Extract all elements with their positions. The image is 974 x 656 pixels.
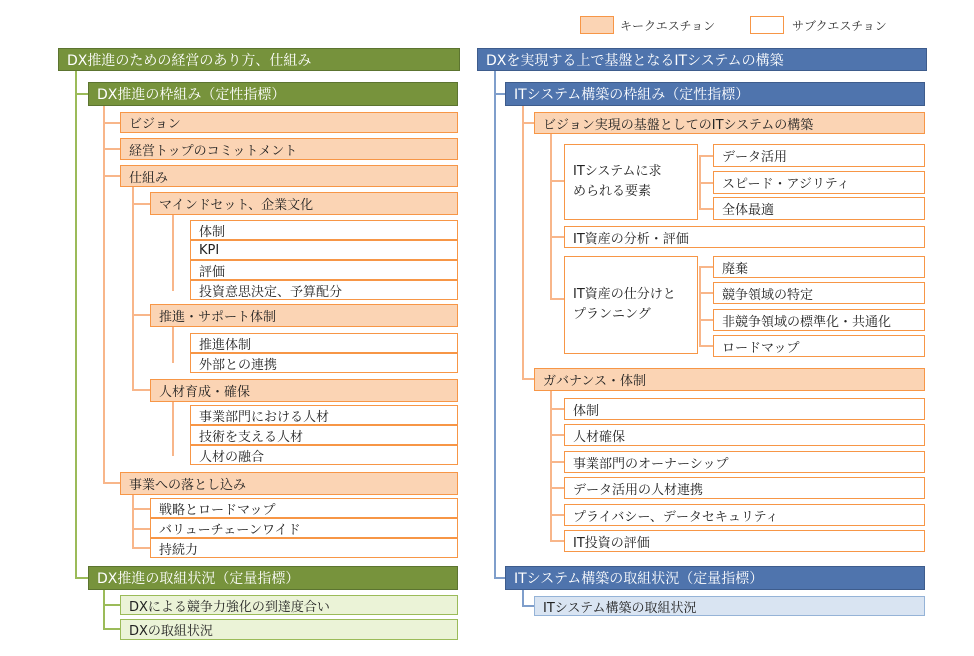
connector [132, 528, 150, 530]
right-section-quantitative: ITシステム構築の取組状況（定量指標） [505, 566, 925, 590]
right-req-item: 全体最適 [713, 197, 925, 220]
right-root: DXを実現する上で基盤となるITシステムの構築 [477, 48, 927, 71]
left-quant-item: DXによる競争力強化の到達度合い [120, 595, 458, 615]
left-jinzai: 人材育成・確保 [150, 379, 458, 402]
connector [522, 378, 534, 380]
connector [132, 314, 150, 316]
right-sort-item: 競争領域の特定 [713, 282, 925, 304]
right-sort-item: ロードマップ [713, 335, 925, 357]
connector [550, 540, 564, 542]
left-mindset: マインドセット、企業文化 [150, 192, 458, 215]
right-gov-item: データ活用の人材連携 [564, 477, 925, 499]
right-section-qualitative: ITシステム構築の枠組み（定性指標） [505, 82, 925, 106]
connector [75, 577, 88, 579]
connector [132, 508, 150, 510]
connector [103, 482, 120, 484]
connector [75, 70, 77, 578]
connector [132, 494, 134, 548]
connector [172, 214, 174, 291]
left-mindset-item: 体制 [190, 220, 458, 240]
left-section-quantitative: DX推進の取組状況（定量指標） [88, 566, 458, 590]
connector [494, 93, 505, 95]
connector [75, 93, 88, 95]
connector [699, 345, 713, 347]
connector [103, 105, 105, 484]
connector [522, 605, 534, 607]
left-mindset-item: KPI [190, 240, 458, 260]
right-governance: ガバナンス・体制 [534, 368, 925, 391]
left-jinzai-item: 技術を支える人材 [190, 425, 458, 445]
left-suishin-item: 外部との連携 [190, 353, 458, 373]
left-commitment: 経営トップのコミットメント [120, 138, 458, 160]
connector [550, 461, 564, 463]
right-asset-analysis: IT資産の分析・評価 [564, 226, 925, 248]
right-vision: ビジョン実現の基盤としてのITシステムの構築 [534, 112, 925, 134]
connector [699, 155, 713, 157]
connector [550, 133, 552, 299]
left-mindset-item: 投資意思決定、予算配分 [190, 280, 458, 300]
right-gov-item: プライバシー、データセキュリティ [564, 504, 925, 526]
connector [494, 70, 496, 578]
connector [699, 182, 713, 184]
connector [494, 577, 505, 579]
connector [103, 590, 105, 630]
left-suishin: 推進・サポート体制 [150, 304, 458, 327]
left-jinzai-item: 事業部門における人材 [190, 405, 458, 425]
connector [132, 389, 150, 391]
connector [699, 266, 713, 268]
connector [522, 122, 534, 124]
left-jigyo-item: バリューチェーンワイド [150, 518, 458, 538]
left-jinzai-item: 人材の融合 [190, 445, 458, 465]
connector [103, 148, 120, 150]
left-jigyo-item: 持続力 [150, 538, 458, 558]
legend-sub-swatch [750, 16, 784, 34]
connector [522, 105, 524, 380]
right-gov-item: 体制 [564, 398, 925, 420]
connector [699, 292, 713, 294]
connector [550, 408, 564, 410]
left-quant-item: DXの取組状況 [120, 619, 458, 640]
connector [172, 401, 174, 456]
connector [550, 298, 564, 300]
connector [699, 319, 713, 321]
legend-key-swatch [580, 16, 614, 34]
left-jigyo-item: 戦略とロードマップ [150, 498, 458, 518]
right-req-item: スピード・アジリティ [713, 171, 925, 194]
connector [103, 122, 120, 124]
left-vision: ビジョン [120, 112, 458, 133]
connector [699, 266, 701, 346]
right-quant-item: ITシステム構築の取組状況 [534, 596, 925, 616]
legend-key-label: キークエスチョン [620, 19, 716, 33]
legend-sub-label: サブクエスチョン [792, 19, 887, 33]
right-sort-item: 非競争領域の標準化・共通化 [713, 309, 925, 331]
connector [132, 203, 150, 205]
connector [699, 208, 713, 210]
right-req-item: データ活用 [713, 144, 925, 167]
connector [172, 326, 174, 363]
left-shikumi: 仕組み [120, 165, 458, 187]
left-mindset-item: 評価 [190, 260, 458, 280]
connector [132, 187, 134, 391]
left-jigyo: 事業への落とし込み [120, 472, 458, 495]
connector [103, 628, 120, 630]
connector [103, 175, 120, 177]
right-gov-item: 人材確保 [564, 424, 925, 446]
right-gov-item: IT投資の評価 [564, 530, 925, 552]
left-root: DX推進のための経営のあり方、仕組み [58, 48, 460, 71]
connector [550, 390, 552, 542]
right-gov-item: 事業部門のオーナーシップ [564, 451, 925, 473]
right-requirements: ITシステムに求められる要素 [564, 144, 698, 220]
left-suishin-item: 推進体制 [190, 333, 458, 353]
connector [550, 236, 564, 238]
right-sort-item: 廃棄 [713, 256, 925, 278]
connector [550, 487, 564, 489]
right-asset-sorting: IT資産の仕分けとプランニング [564, 256, 698, 354]
connector [132, 547, 150, 549]
connector [103, 604, 120, 606]
connector [550, 434, 564, 436]
connector [550, 514, 564, 516]
connector [550, 180, 564, 182]
left-section-qualitative: DX推進の枠組み（定性指標） [88, 82, 458, 106]
